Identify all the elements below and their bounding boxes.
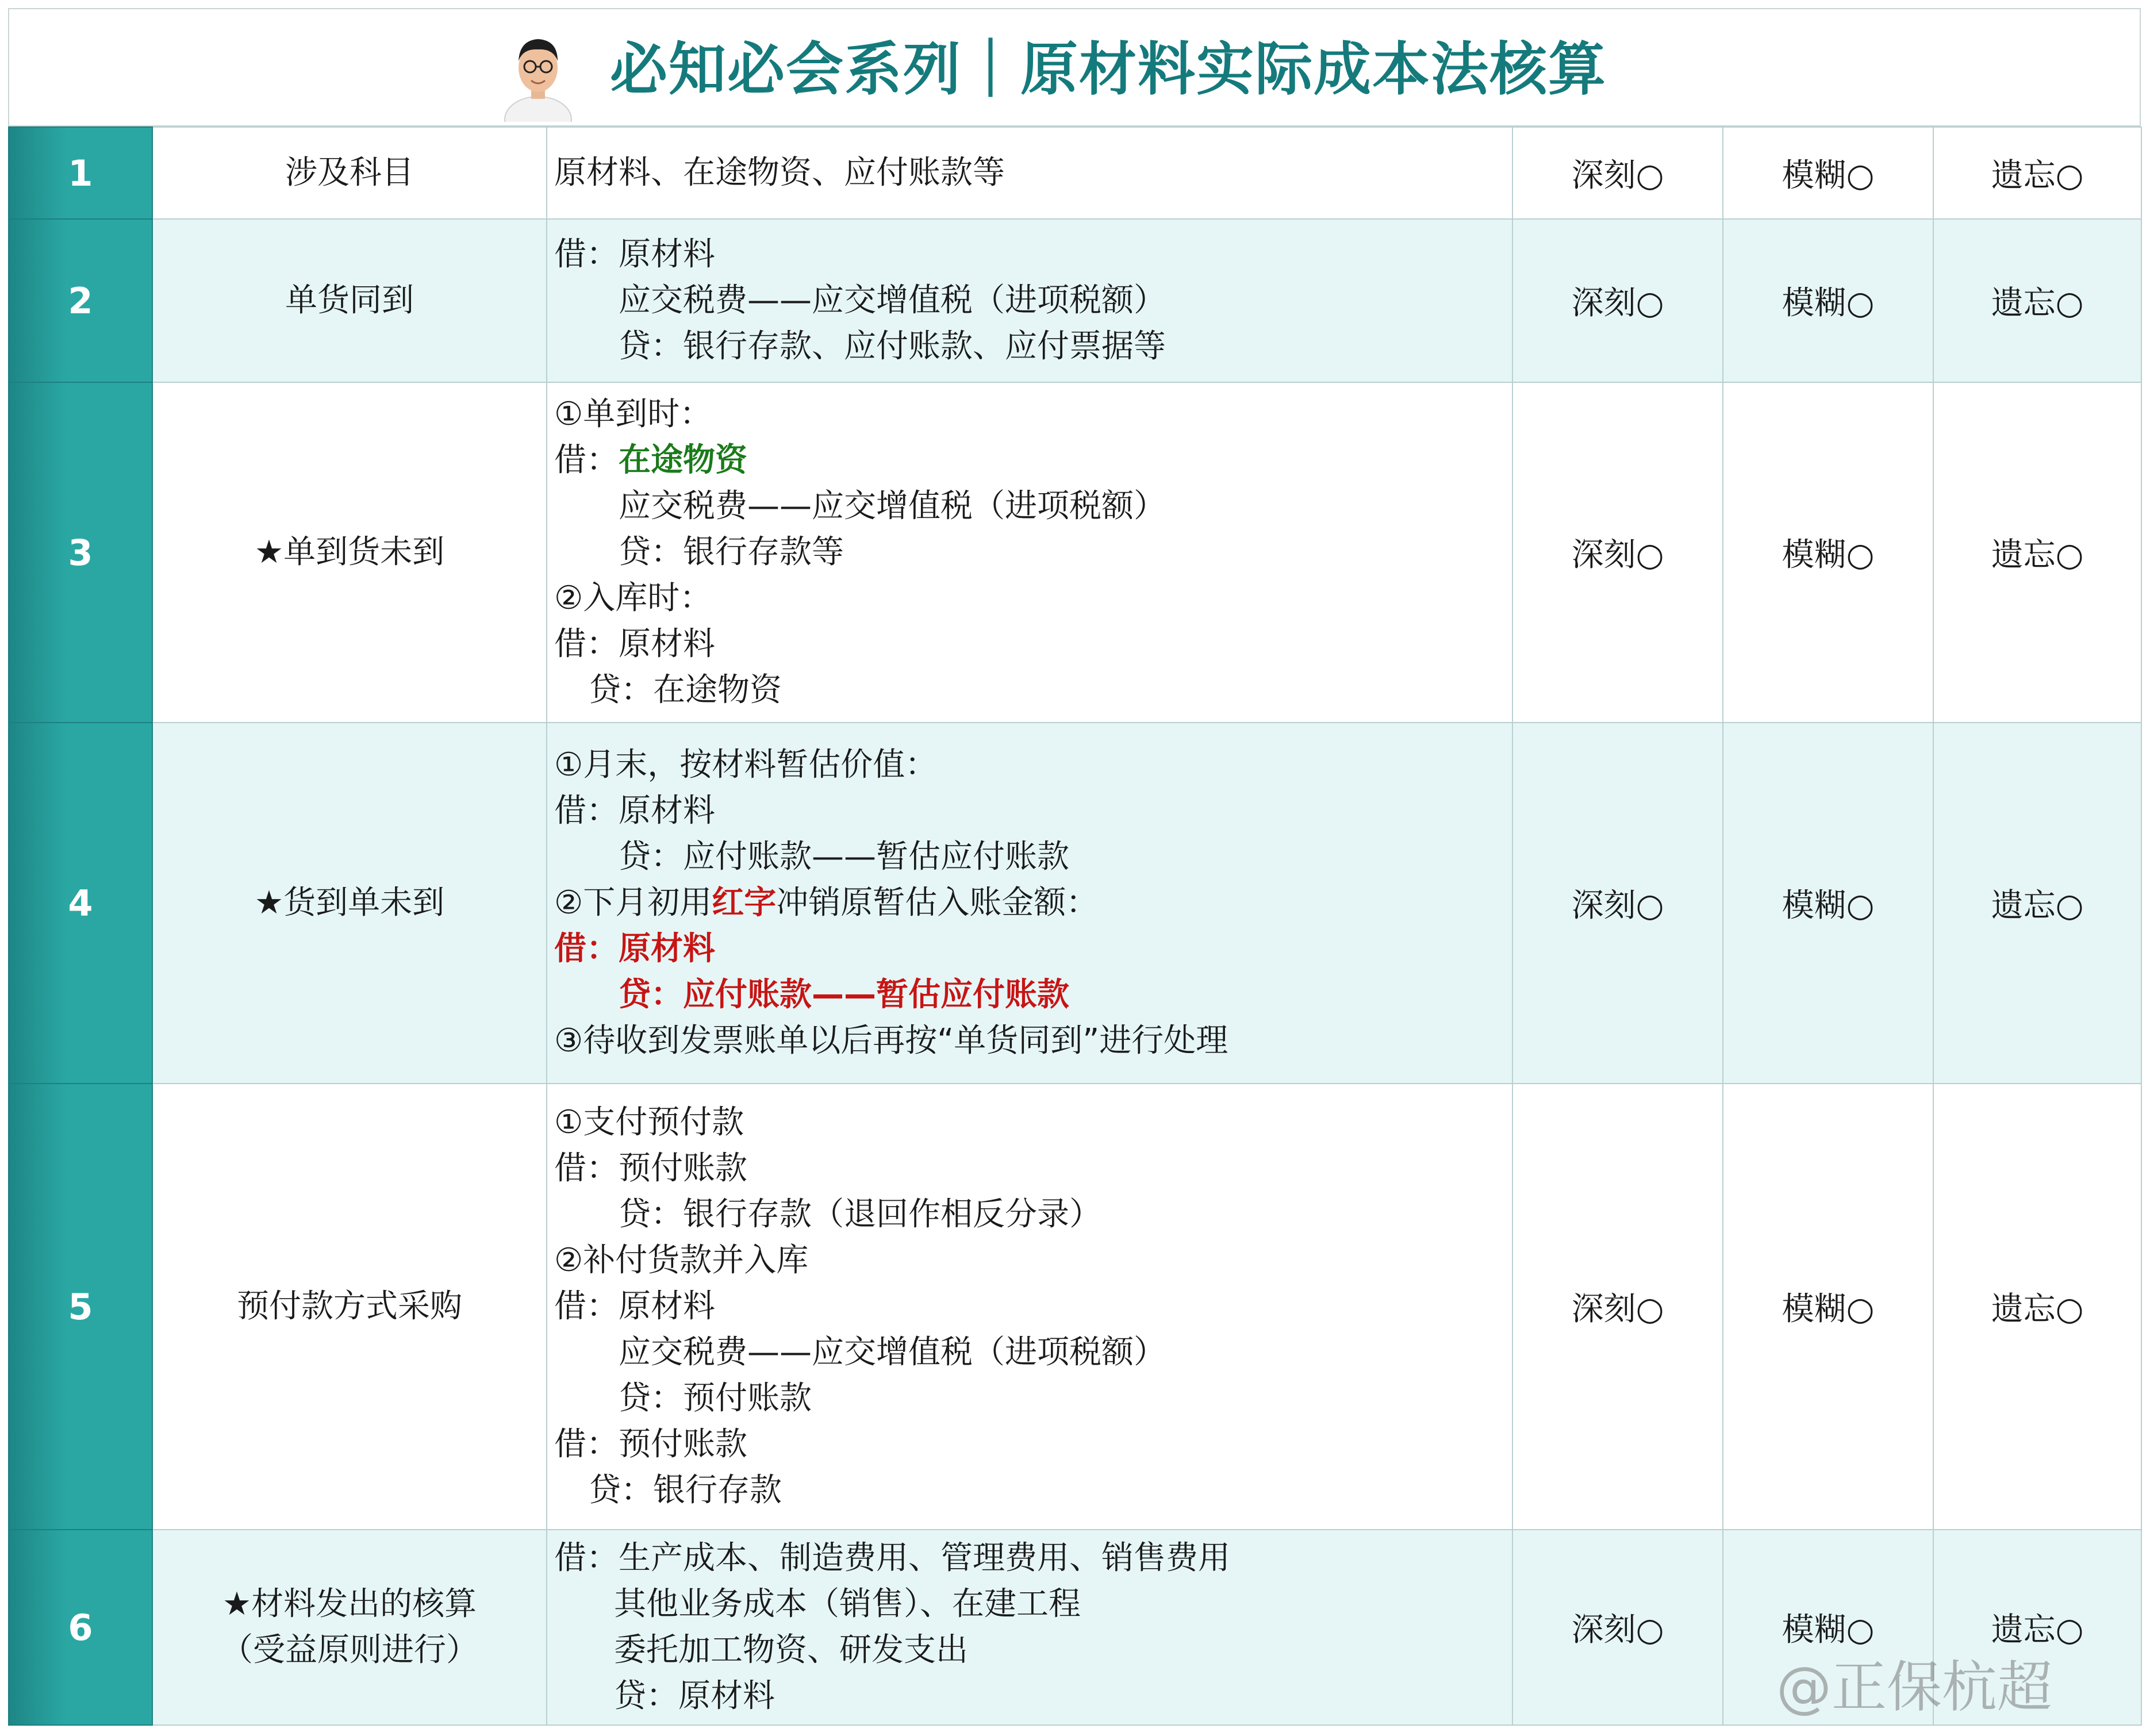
entry-cell — [547, 1530, 1512, 1725]
entry-cell — [547, 127, 1512, 219]
entry-cell — [547, 1084, 1512, 1530]
entry-line: 贷：银行存款等 — [619, 533, 844, 571]
entry-cell — [547, 723, 1512, 1084]
row-number: 4 — [9, 723, 152, 1084]
table-row — [9, 723, 2141, 1084]
row-number: 1 — [9, 127, 152, 219]
highlight-red: 红字 — [712, 884, 777, 921]
entry-line: 借：原材料 — [554, 792, 715, 829]
entry-line: ①月末，按材料暂估价值： — [554, 746, 938, 783]
entry-line: 借：在途物资 — [554, 441, 747, 479]
entry-line-red: 借：原材料 — [554, 930, 715, 967]
entry-line: ②下月初用红字冲销原暂估入账金额： — [554, 884, 1099, 921]
entry-line: 应交税费——应交增值税（进项税额） — [619, 1334, 1166, 1371]
status-fuzzy[interactable]: 模糊○ — [1723, 127, 1933, 219]
topic-cell: ★单到货未到 — [152, 382, 547, 723]
table-row — [9, 382, 2141, 723]
header-banner — [8, 8, 2141, 126]
status-deep[interactable]: 深刻○ — [1512, 127, 1723, 219]
entry-line: 其他业务成本（销售）、在建工程 — [614, 1585, 1081, 1623]
highlight-green: 在途物资 — [619, 441, 747, 479]
status-fuzzy[interactable]: 模糊○ — [1723, 1530, 1933, 1725]
entry-line: 贷：银行存款 — [589, 1472, 782, 1509]
table-row — [9, 219, 2141, 382]
row-number: 6 — [9, 1530, 152, 1725]
status-deep[interactable]: 深刻○ — [1512, 723, 1723, 1084]
page-title: 必知必会系列｜原材料实际成本法核算 — [610, 36, 1607, 103]
status-forgot[interactable]: 遗忘○ — [1933, 127, 2141, 219]
entry-line: 借：预付账款 — [554, 1426, 747, 1463]
status-fuzzy[interactable]: 模糊○ — [1723, 382, 1933, 723]
entry-line: 贷：在途物资 — [589, 671, 782, 709]
status-forgot[interactable]: 遗忘○ — [1933, 1530, 2141, 1725]
row-number: 3 — [9, 382, 152, 723]
accounting-table — [8, 126, 2142, 1726]
entry-line: 原材料、在途物资、应付账款等 — [554, 154, 1005, 191]
topic-line: （受益原则进行） — [221, 1631, 478, 1669]
status-forgot[interactable]: 遗忘○ — [1933, 219, 2141, 382]
entry-line: 应交税费——应交增值税（进项税额） — [619, 282, 1166, 319]
topic-cell — [152, 1530, 547, 1725]
entry-line: 借：原材料 — [554, 236, 715, 273]
entry-line: ①支付预付款 — [554, 1104, 744, 1141]
topic-line: ★材料发出的核算 — [222, 1585, 477, 1623]
entry-line: 委托加工物资、研发支出 — [614, 1631, 968, 1669]
status-forgot[interactable]: 遗忘○ — [1933, 382, 2141, 723]
status-forgot[interactable]: 遗忘○ — [1933, 1084, 2141, 1530]
status-deep[interactable]: 深刻○ — [1512, 382, 1723, 723]
table-row — [9, 127, 2141, 219]
entry-line: ②入库时： — [554, 579, 712, 617]
entry-line: 贷：银行存款、应付账款、应付票据等 — [619, 328, 1166, 365]
entry-line: 借：生产成本、制造费用、管理费用、销售费用 — [554, 1539, 1230, 1577]
entry-line: 借：预付账款 — [554, 1150, 747, 1187]
entry-line: ①单到时： — [554, 395, 712, 433]
status-deep[interactable]: 深刻○ — [1512, 1530, 1723, 1725]
entry-line: 贷：预付账款 — [619, 1380, 812, 1417]
topic-cell: 涉及科目 — [152, 127, 547, 219]
entry-line: ②补付货款并入库 — [554, 1242, 809, 1279]
topic-cell: 预付款方式采购 — [152, 1084, 547, 1530]
entry-cell — [547, 382, 1512, 723]
table-row — [9, 1084, 2141, 1530]
row-number: 5 — [9, 1084, 152, 1530]
status-forgot[interactable]: 遗忘○ — [1933, 723, 2141, 1084]
entry-line: ③待收到发票账单以后再按“单货同到”进行处理 — [554, 1022, 1228, 1059]
status-deep[interactable]: 深刻○ — [1512, 219, 1723, 382]
status-deep[interactable]: 深刻○ — [1512, 1084, 1723, 1530]
topic-cell: ★货到单未到 — [152, 723, 547, 1084]
topic-cell: 单货同到 — [152, 219, 547, 382]
entry-line: 借：原材料 — [554, 625, 715, 663]
avatar — [504, 23, 573, 122]
status-fuzzy[interactable]: 模糊○ — [1723, 219, 1933, 382]
row-number: 2 — [9, 219, 152, 382]
entry-cell — [547, 219, 1512, 382]
entry-line: 应交税费——应交增值税（进项税额） — [619, 487, 1166, 525]
entry-line: 贷：银行存款（退回作相反分录） — [619, 1196, 1101, 1233]
status-fuzzy[interactable]: 模糊○ — [1723, 723, 1933, 1084]
entry-line: 贷：应付账款——暂估应付账款 — [619, 838, 1069, 875]
status-fuzzy[interactable]: 模糊○ — [1723, 1084, 1933, 1530]
entry-line-red: 贷：应付账款——暂估应付账款 — [619, 976, 1069, 1013]
entry-line: 贷：原材料 — [614, 1677, 775, 1715]
entry-line: 借：原材料 — [554, 1288, 715, 1325]
watermark: @正保杭超 — [1776, 1655, 2052, 1719]
